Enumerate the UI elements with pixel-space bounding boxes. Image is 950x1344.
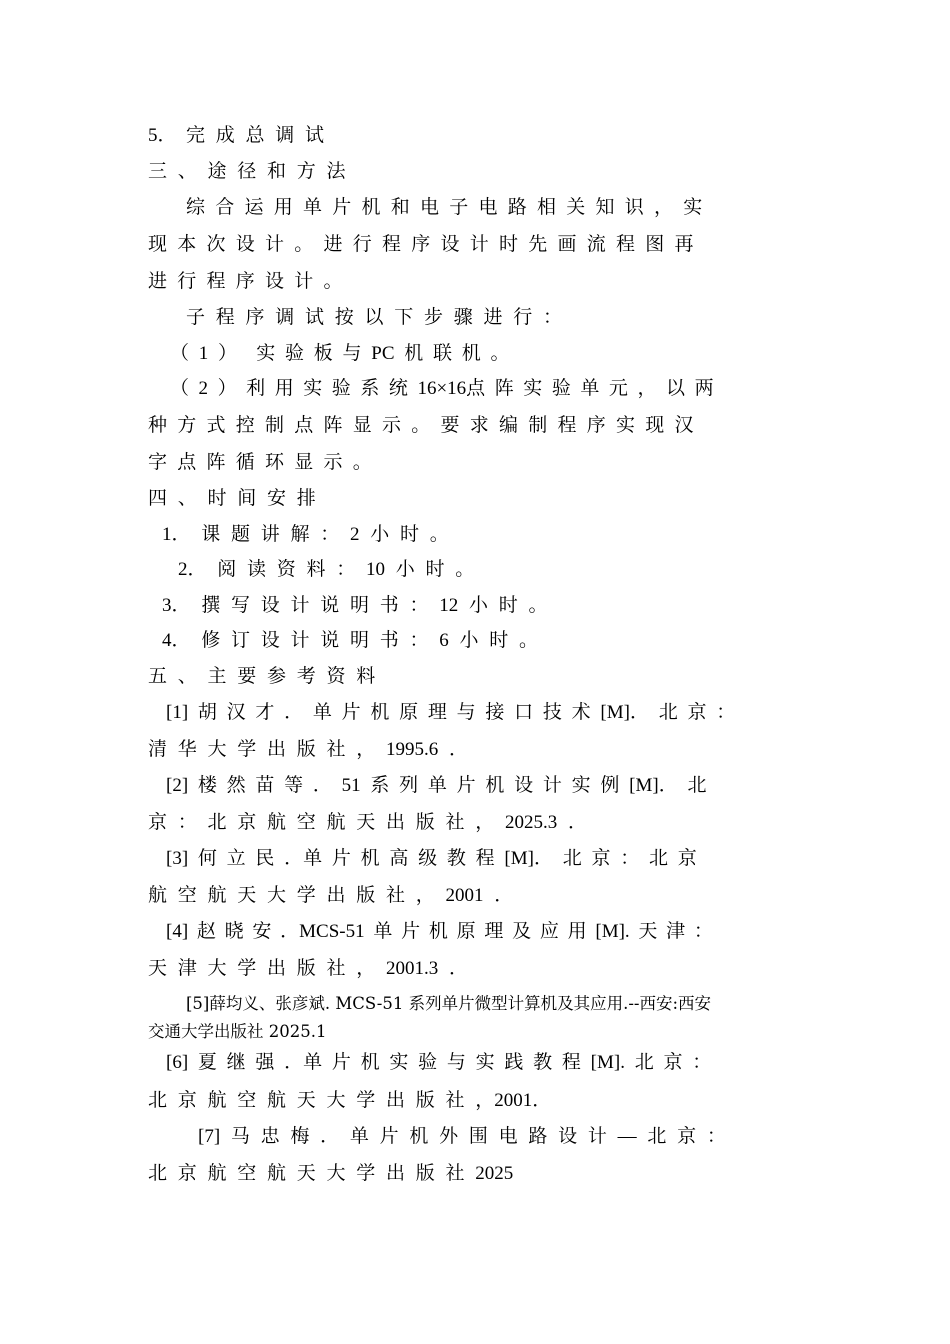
step-2: （ 2 ） 利 用 实 验 系 统 16×16点 阵 实 验 单 元 ， 以 两 xyxy=(170,378,714,399)
reference-item: [1] 胡 汉 才 ． 单 片 机 原 理 与 接 口 技 术 [M]． 北 京 ： xyxy=(166,702,736,723)
reference-item: [5]薛均义、张彦斌. MCS-51 系列单片微型计算机及其应用.--西安:西安 xyxy=(186,994,712,1013)
paragraph-line: 进 行 程 序 设 计 。 xyxy=(148,271,343,292)
list-item-5-complete-debug: 5． 完 成 总 调 试 xyxy=(148,125,325,146)
reference-item: 北 京 航 空 航 天 大 学 出 版 社 2025 xyxy=(148,1163,514,1184)
schedule-item-4: 4． 修 订 设 计 说 明 书 ： 6 小 时 。 xyxy=(162,630,539,651)
reference-item: 天 津 大 学 出 版 社 ， 2001.3 ． xyxy=(148,958,469,979)
step-1: （ 1 ） 实 验 板 与 PC 机 联 机 。 xyxy=(170,343,510,364)
paragraph-line: 字 点 阵 循 环 显 示 。 xyxy=(148,452,372,473)
paragraph-line: 现 本 次 设 计 。 进 行 程 序 设 计 时 先 画 流 程 图 再 xyxy=(148,234,694,255)
reference-item: 京 ： 北 京 航 空 航 天 出 版 社 ， 2025.3 ． xyxy=(148,812,588,833)
paragraph-line: 子 程 序 调 试 按 以 下 步 骤 进 行 ： xyxy=(186,307,563,328)
section-heading-3: 三 、 途 径 和 方 法 xyxy=(148,161,346,182)
schedule-item-3: 3． 撰 写 设 计 说 明 书 ： 12 小 时 。 xyxy=(162,595,548,616)
reference-item: [6] 夏 继 强 ．单 片 机 实 验 与 实 践 教 程 [M]. 北 京 ： xyxy=(166,1052,712,1073)
reference-item: [3] 何 立 民 ．单 片 机 高 级 教 程 [M]． 北 京 ： 北 京 xyxy=(166,848,697,869)
section-heading-4: 四 、 时 间 安 排 xyxy=(148,488,316,509)
paragraph-line: 种 方 式 控 制 点 阵 显 示 。 要 求 编 制 程 序 实 现 汉 xyxy=(148,415,694,436)
reference-item: 交通大学出版社 2025.1 xyxy=(148,1022,327,1041)
schedule-item-1: 1． 课 题 讲 解 ： 2 小 时 。 xyxy=(162,524,449,545)
reference-item: [2] 楼 然 苗 等 ． 51 系 列 单 片 机 设 计 实 例 [M]． 北 xyxy=(166,775,707,796)
schedule-item-2: 2． 阅 读 资 料 ： 10 小 时 。 xyxy=(178,559,475,580)
paragraph-line: 综 合 运 用 单 片 机 和 电 子 电 路 相 关 知 识 ， 实 xyxy=(186,197,703,218)
reference-item: 北 京 航 空 航 天 大 学 出 版 社 ，2001． xyxy=(148,1090,552,1111)
reference-item: [4] 赵 晓 安 ．MCS-51 单 片 机 原 理 及 应 用 [M]. 天 津 ： xyxy=(166,921,713,942)
reference-item: [7] 马 忠 梅 ． 单 片 机 外 围 电 路 设 计 — 北 京 ： xyxy=(198,1126,726,1147)
reference-item: 清 华 大 学 出 版 社 ， 1995.6 ． xyxy=(148,739,469,760)
section-heading-5: 五 、 主 要 参 考 资 料 xyxy=(148,666,376,687)
reference-item: 航 空 航 天 大 学 出 版 社 ， 2001 ． xyxy=(148,885,514,906)
